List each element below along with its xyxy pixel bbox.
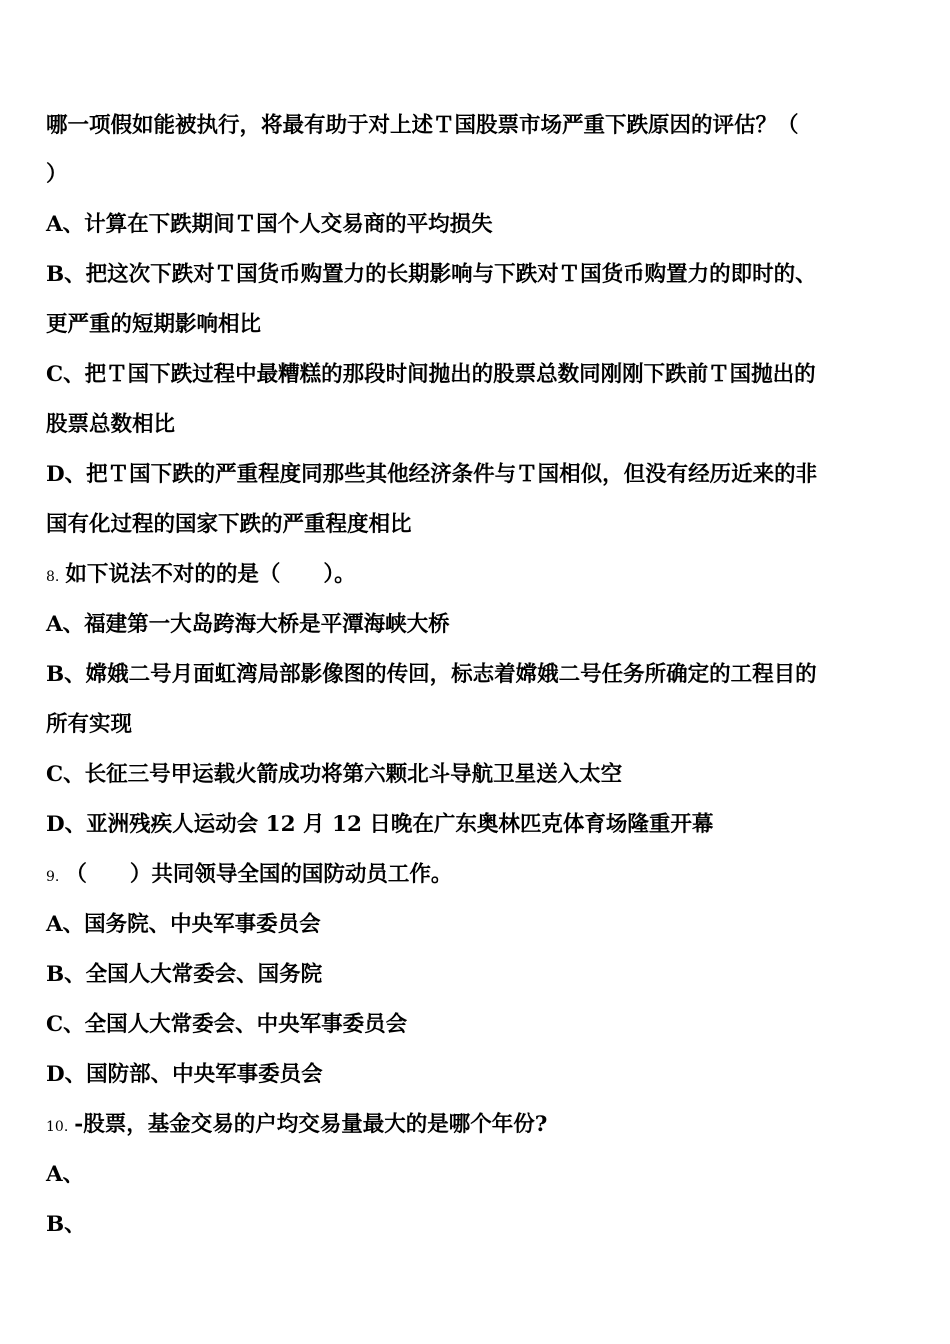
q8-stem (46, 560, 916, 592)
q8-number: 8. (46, 569, 60, 585)
q8-stem-text: 如下说法不对的的是（ ）。 (65, 562, 356, 587)
q9-option-c: C、全国人大常委会、中央军事委员会 (46, 1012, 408, 1037)
q9-option-d: D、国防部、中央军事委员会 (46, 1062, 323, 1087)
q7-option-c-line-2: 股票总数相比 (46, 412, 176, 437)
q9-number: 9. (46, 869, 60, 885)
q7-option-d-line-1: D、把Ｔ国下跌的严重程度同那些其他经济条件与Ｔ国相似，但没有经历近来的非 (46, 462, 818, 487)
q7-stem-line-2: ） (46, 162, 68, 187)
q10-stem (46, 1110, 916, 1142)
q7-option-b-line-1: B、把这次下跌对Ｔ国货币购置力的长期影响与下跌对Ｔ国货币购置力的即时的、 (46, 262, 817, 287)
q7-option-b-line-2: 更严重的短期影响相比 (46, 312, 262, 337)
q8-option-b-line-1: B、嫦娥二号月面虹湾局部影像图的传回，标志着嫦娥二号任务所确定的工程目的 (46, 662, 817, 687)
q8-option-b-line-2: 所有实现 (46, 712, 133, 737)
q9-stem (46, 860, 916, 892)
q7-option-c-line-1: C、把Ｔ国下跌过程中最糟糕的那段时间抛出的股票总数同刚刚下跌前Ｔ国抛出的 (46, 362, 816, 387)
q8-option-a: A、福建第一大岛跨海大桥是平潭海峡大桥 (46, 612, 450, 637)
q8-option-c: C、长征三号甲运载火箭成功将第六颗北斗导航卫星送入太空 (46, 762, 623, 787)
q10-stem-text: -股票，基金交易的户均交易量最大的是哪个年份? (74, 1112, 548, 1137)
q7-stem-line-1: 哪一项假如能被执行，将最有助于对上述Ｔ国股票市场严重下跌原因的评估？（ (46, 113, 799, 138)
q7-option-d-line-2: 国有化过程的国家下跌的严重程度相比 (46, 512, 412, 537)
q10-option-a: A、 (46, 1162, 85, 1187)
q9-stem-text: （ ）共同领导全国的国防动员工作。 (65, 862, 453, 887)
q9-option-a: A、国务院、中央军事委员会 (46, 912, 321, 937)
q10-option-b: B、 (46, 1212, 86, 1237)
q8-option-d: D、亚洲残疾人运动会 12 月 12 日晚在广东奥林匹克体育场隆重开幕 (46, 812, 714, 837)
q10-number: 10. (46, 1119, 69, 1135)
q7-option-a: A、计算在下跌期间Ｔ国个人交易商的平均损失 (46, 212, 493, 237)
q9-option-b: B、全国人大常委会、国务院 (46, 962, 323, 987)
